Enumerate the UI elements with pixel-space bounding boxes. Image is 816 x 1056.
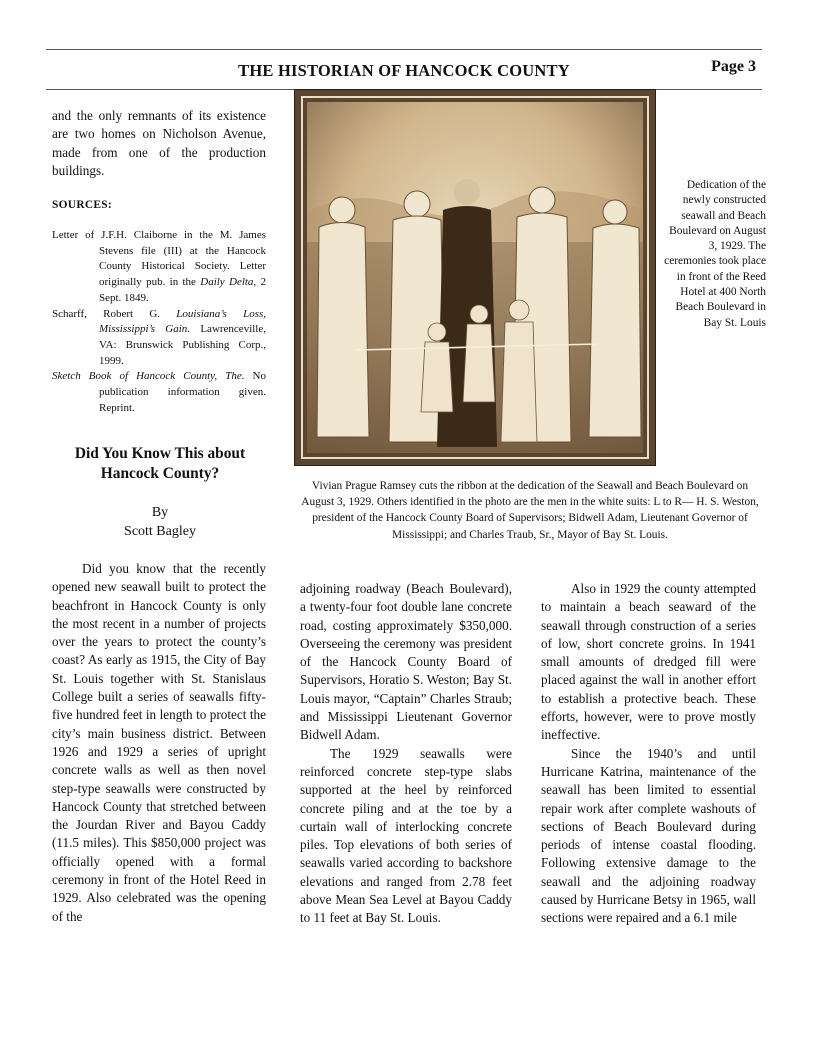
page-number: Page 3: [711, 58, 756, 75]
body-paragraph: Since the 1940’s and until Hurricane Katrina, maintenance of the seawall has been limited to essential repair work after complete washouts of sections of Beach Boulevard during periods of intense coastal flooding. Following extensive damage to the seawall and the adjoining roadway caused by Hurricane Betsy in 1965, wall sections were repaired and a 6.1 mile: [541, 745, 756, 926]
source-entry: Sketch Book of Hancock County, The. No publication information given. Reprint.: [52, 370, 266, 414]
body-paragraph: adjoining roadway (Beach Boulevard), a twenty-four foot double lane concrete road, costing approximately $350,000. Overseeing the ceremony was president of the Hancock County Board of Supervisors, Horatio S. Weston; Bay St. Louis mayor, “Captain” Charles Straub; and Mississippi Lieutenant Governor Bidwell Adam.: [300, 581, 512, 743]
byline-by: By: [151, 505, 169, 520]
col1-intro: [52, 107, 266, 180]
body-paragraph: Also in 1929 the county attempted to maintain a beach seaward of the seawall through construction of a series of low, short concrete groins. In 1941 small amounts of dredged fill were placed against the wall in another effort to establish a protective beach. These efforts, however, were to prove mostly ineffective.: [541, 581, 756, 743]
photo-side-caption: Dedication of the newly constructed seawall and Beach Boulevard on August 3, 1929. The ceremonies took place in front of the Reed Hotel at 400 North Beach Boulevard in Bay St. Louis: [664, 179, 766, 329]
byline: [48, 504, 272, 541]
byline-author: Scott Bagley: [124, 523, 196, 539]
source-entry: Scharff, Robert G. Louisiana’s Loss, Mississippi’s Gain. Lawrenceville, VA: Brunswick Publishing Corp., 1999.: [52, 307, 267, 367]
body-paragraph: The 1929 seawalls were reinforced concrete step-type slabs supported at the heel by reinforced concrete piling and at the toe by a curtain wall of interlocking concrete piles. Top elevations of both series of seawalls varied according to backshore elevations and ranged from 2.78 feet above Mean Sea Level at Bayou Caddy to 11 feet at Bay St. Louis.: [300, 745, 512, 926]
col1-body: [52, 560, 266, 926]
body-paragraph: Did you know that the recently opened new seawall built to protect the beachfront in Hancock County is only the most recent in a number of projects over the years to protect the county’s coast? As early as 1915, the City of Bay St. Louis together with St. Stanislaus College built a series of seawalls fifty-five hundred feet in length to protect the city’s main business district. Between 1926 and 1929 a series of upright concrete walls as well as then novel step-type seawalls were constructed by Hancock County that stretched between the Jourdan River and Bayou Caddy (11.5 miles). This $850,000 project was officially opened with a formal ceremony in front of the Hotel Reed in 1929. Also celebrated was the opening of the: [52, 561, 266, 924]
top-rule: [46, 49, 762, 50]
newsletter-title: THE HISTORIAN OF HANCOCK COUNTY: [238, 61, 570, 80]
photo-caption: Vivian Prague Ramsey cuts the ribbon at the dedication of the Seawall and Beach Boulevard on August 3, 1929. Others identified in the photo are the men in the white suits: L to R— H. S. Weston, president of the Hancock County Board of Supervisors; Bidwell Adam, Lieutenant Governor of Mississippi; and Charles Traub, Sr., Mayor of Bay St. Louis.: [301, 480, 759, 541]
source-entry: Letter of J.F.H. Claiborne in the M. James Stevens file (III) at the Hancock County Historical Society. Letter originally pub. in the Daily Delta, 2 Sept. 1849.: [52, 229, 266, 304]
masthead: [46, 58, 762, 82]
intro-paragraph: and the only remnants of its existence are two homes on Nicholson Avenue, made from one of the production buildings.: [52, 108, 266, 178]
dedication-photo-frame: [294, 89, 656, 466]
sources-list: [52, 228, 266, 416]
article-title: Did You Know This about Hancock County?: [74, 445, 246, 482]
sources-heading: SOURCES:: [52, 199, 112, 211]
col2-body: [300, 580, 512, 928]
col3-body: [541, 580, 756, 928]
dedication-photo: [297, 92, 653, 463]
